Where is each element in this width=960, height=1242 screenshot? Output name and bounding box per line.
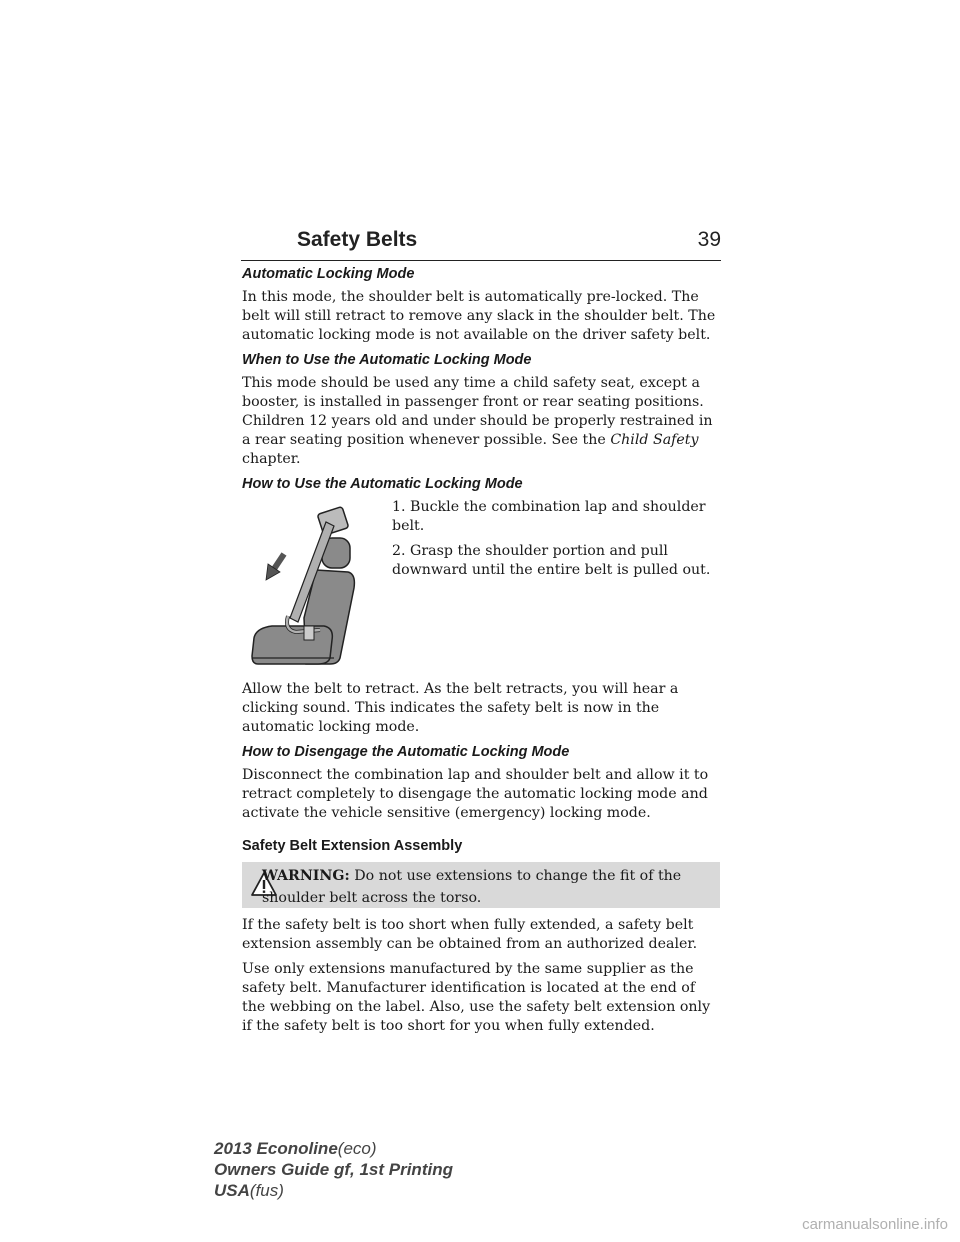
footer-model: 2013 Econoline bbox=[214, 1139, 338, 1158]
child-safety-reference: Child Safety bbox=[610, 432, 699, 448]
paragraph-disengage: Disconnect the combination lap and shoulder belt and allow it to retract completely to disengage the automatic locking mode and activate the vehicle sensitive (emergency) locking mode. bbox=[242, 767, 709, 821]
page-title: Safety Belts bbox=[297, 228, 418, 251]
figure-row bbox=[242, 498, 720, 670]
seat-belt-illustration bbox=[244, 498, 364, 666]
footer-market-code: (fus) bbox=[249, 1181, 284, 1200]
when-to-use-text-b: chapter. bbox=[242, 451, 301, 467]
page-content bbox=[242, 265, 720, 1042]
footer-market: USA bbox=[214, 1181, 250, 1200]
watermark-text: carmanualsonline.info bbox=[802, 1216, 948, 1233]
footer-line-3 bbox=[214, 1180, 453, 1201]
step-2: 2. Grasp the shoulder portion and pull downward until the entire belt is pulled out. bbox=[392, 543, 711, 578]
paragraph-after-steps: Allow the belt to retract. As the belt retracts, you will hear a clicking sound. This indicates the safety belt is now in the automatic locking mode. bbox=[242, 681, 679, 735]
when-to-use-text-a: This mode should be used any time a child safety seat, except a booster, is installed in passenger front or rear seating positions. Children 12 years old and under should be properly restrained in a rear seating position whenever possible. See the bbox=[242, 375, 713, 448]
heading-automatic-locking-mode: Automatic Locking Mode bbox=[242, 266, 415, 282]
paragraph-extension-2: Use only extensions manufactured by the same supplier as the safety belt. Manufacturer identification is located at the end of the webbing on the label. Also, use the safety belt extension only if the safety belt is too short for you when fully extended. bbox=[242, 961, 711, 1034]
paragraph-extension-1: If the safety belt is too short when fully extended, a safety belt extension assembly can be obtained from an authorized dealer. bbox=[242, 917, 698, 952]
page-number: 39 bbox=[697, 228, 721, 251]
heading-when-to-use: When to Use the Automatic Locking Mode bbox=[242, 352, 532, 368]
footer-model-code: (eco) bbox=[337, 1139, 377, 1158]
warning-box bbox=[242, 862, 720, 908]
heading-extension-assembly: Safety Belt Extension Assembly bbox=[242, 838, 463, 854]
step-1: 1. Buckle the combination lap and shoulder belt. bbox=[392, 499, 706, 534]
page-header bbox=[241, 226, 721, 261]
warning-content bbox=[262, 865, 702, 909]
heading-how-to-use: How to Use the Automatic Locking Mode bbox=[242, 476, 523, 492]
warning-body: Do not use extensions to change the fit of the shoulder belt across the torso. bbox=[262, 868, 682, 906]
paragraph-automatic-locking-mode: In this mode, the shoulder belt is automatically pre-locked. The belt will still retract to remove any slack in the shoulder belt. The automatic locking mode is not available on the driver safety belt. bbox=[242, 289, 716, 343]
document-footer bbox=[214, 1138, 453, 1201]
warning-label: WARNING: bbox=[262, 868, 350, 884]
steps-list bbox=[392, 498, 722, 586]
paragraph-when-to-use bbox=[242, 374, 720, 469]
footer-line-1 bbox=[214, 1138, 453, 1159]
heading-disengage: How to Disengage the Automatic Locking Mode bbox=[242, 744, 570, 760]
footer-line-2: Owners Guide gf, 1st Printing bbox=[214, 1160, 453, 1179]
